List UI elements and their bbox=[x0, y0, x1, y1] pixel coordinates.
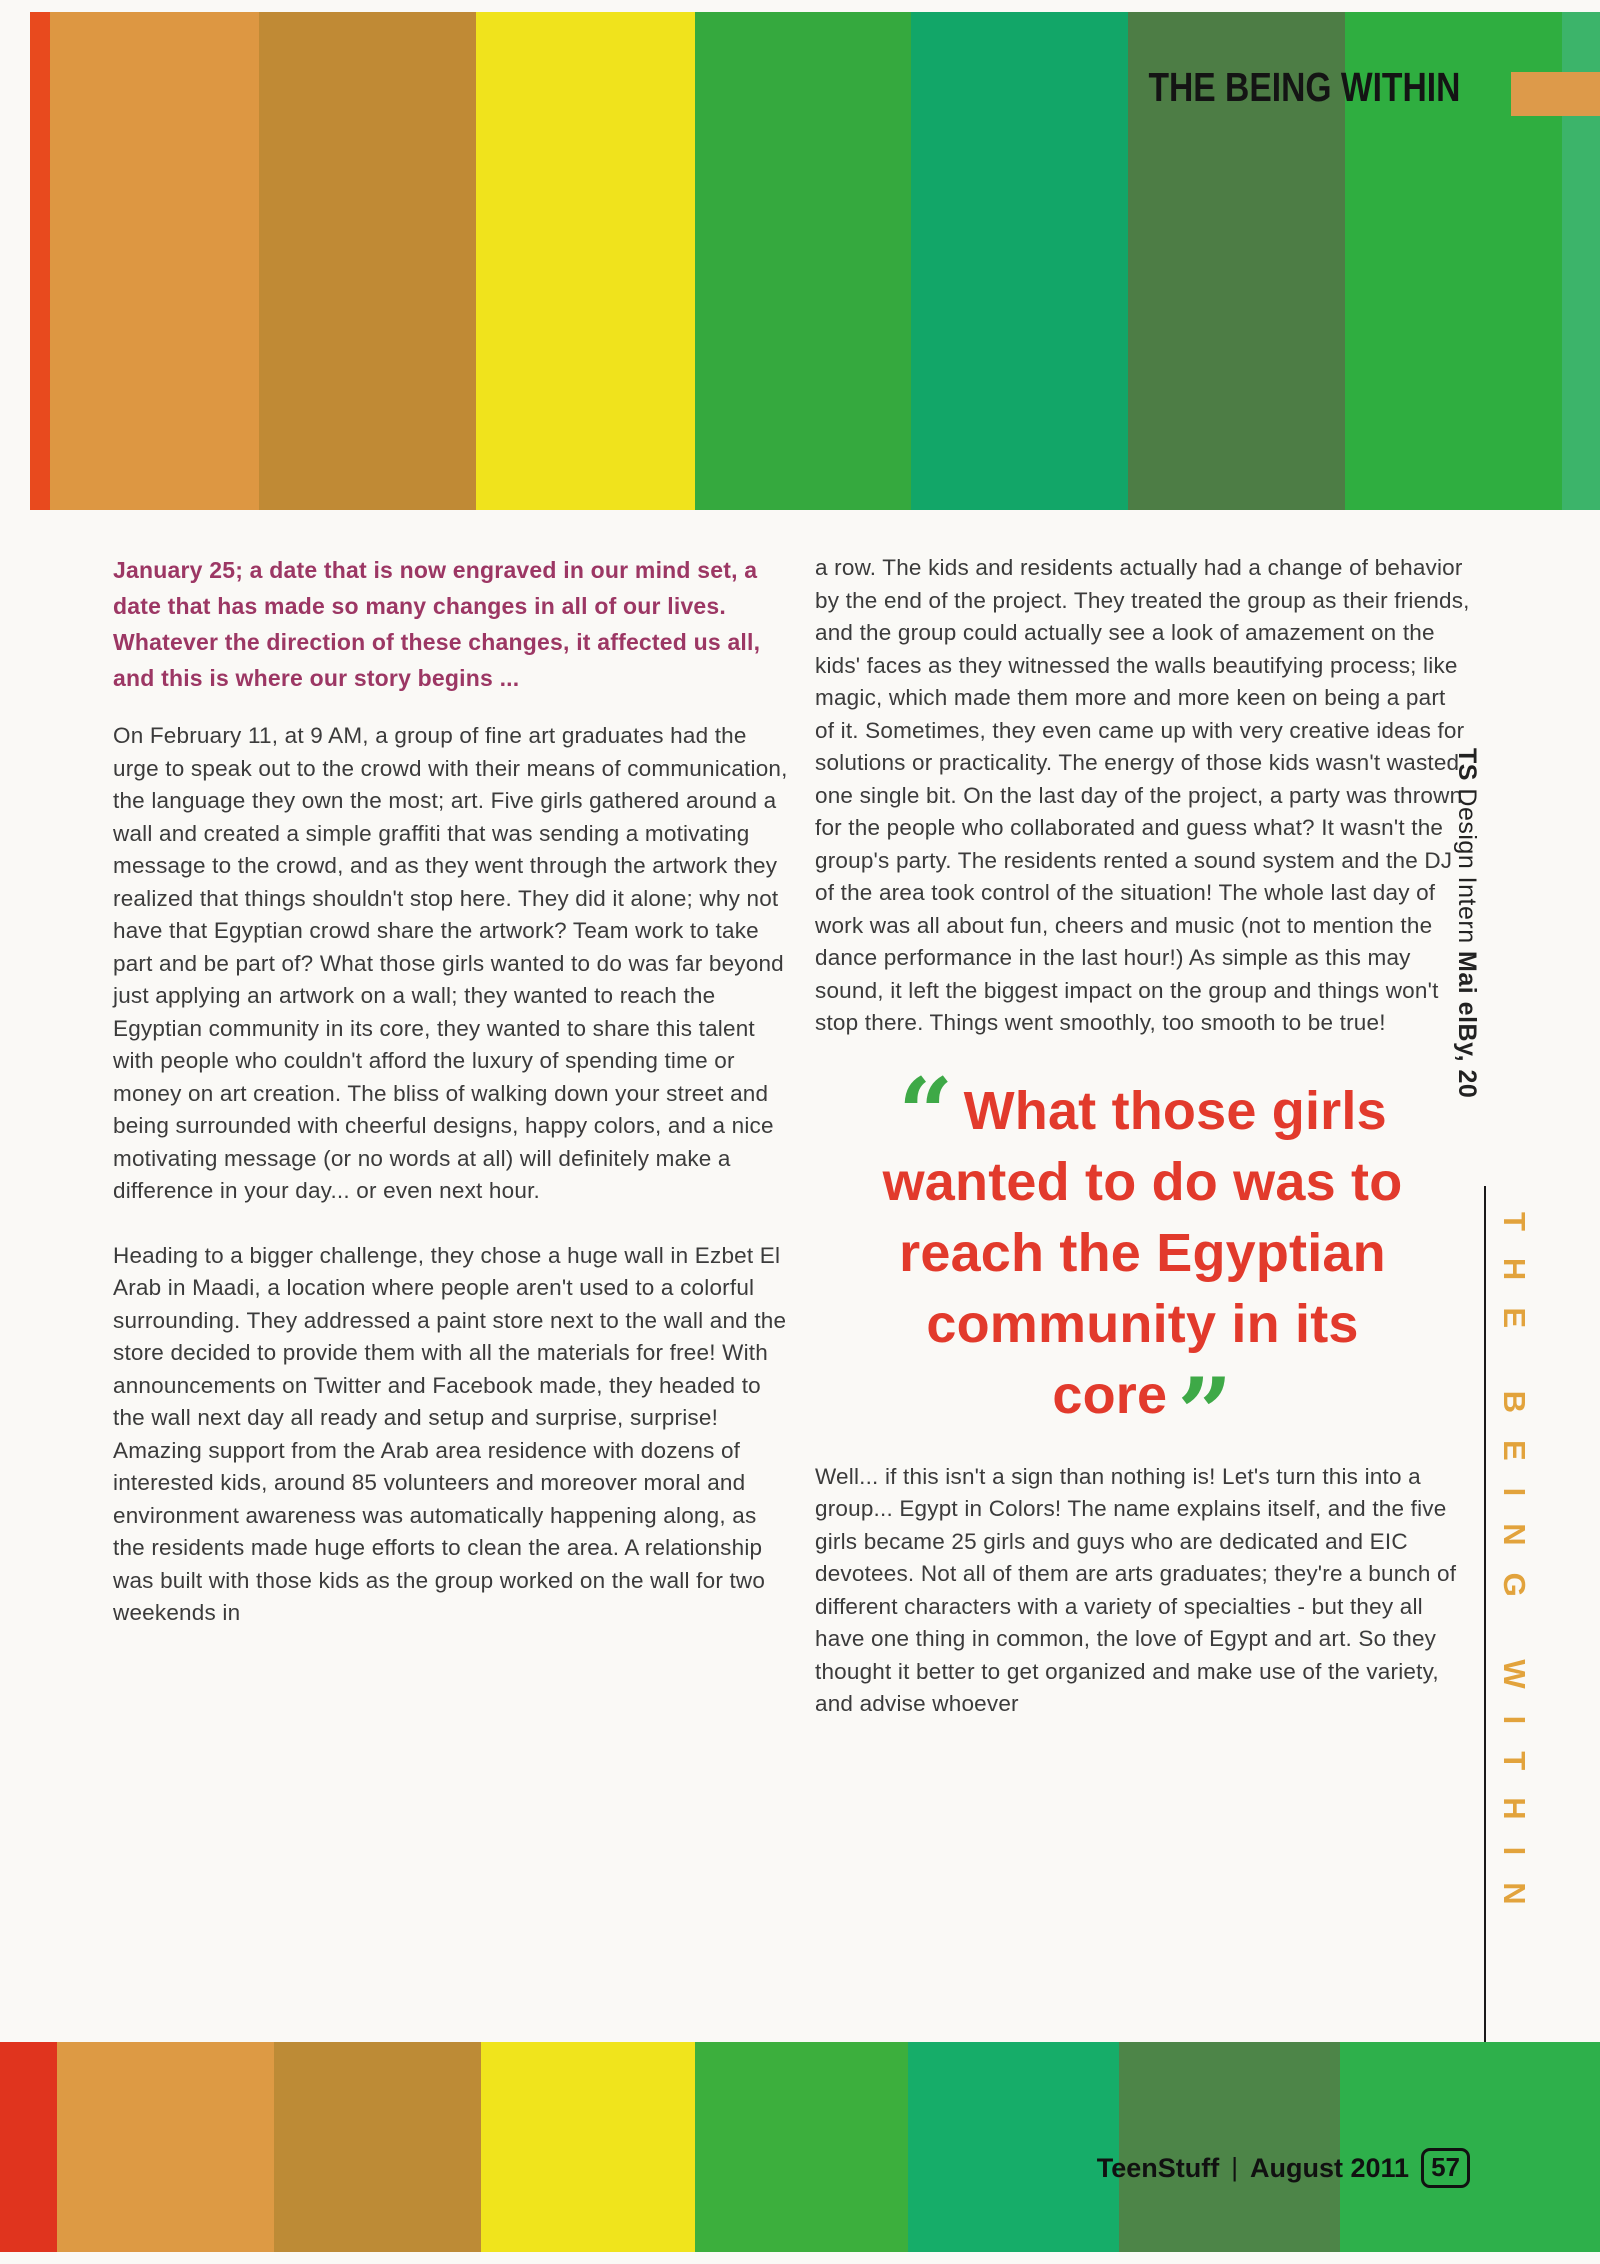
intro-paragraph: January 25; a date that is now engraved in our mind set, a date that has made so many changes in all of our lives. Whatever the direction of these changes, it affected us all, and this is where our story begins ... bbox=[113, 557, 761, 691]
top-stripe bbox=[695, 12, 911, 510]
footer-issue: August 2011 bbox=[1250, 2152, 1410, 2183]
page-edge-tab bbox=[1511, 72, 1600, 116]
page-number-badge: 57 bbox=[1421, 2148, 1470, 2188]
pull-quote-line: community in its bbox=[926, 1293, 1359, 1354]
article-paragraph: a row. The kids and residents actually had a change of behavior by the end of the project. They treated the group as their friends, and the group could actually see a look of amazement on the kids' faces as they witnessed the walls beautifying process; like magic, which made them more and more keen on being a part of it. Sometimes, they even came up with very creative ideas for solutions or practicality. The energy of those kids wasn't wasted one single bit. On the last day of the project, a party was thrown for the people who collaborated and guess what? It wasn't the group's party. The residents rented a sound system and the DJ of the area took control of the situation! The whole last day of work was all about fun, cheers and music (not to mention the dance performance in the last hour!) As simple as this may sound, it left the biggest impact on the group and things won't stop there. Things went smoothly, too smooth to be true! bbox=[815, 555, 1470, 1035]
top-stripe bbox=[911, 12, 1128, 510]
byline bbox=[1452, 748, 1481, 1208]
footer-separator: | bbox=[1231, 2151, 1239, 2182]
bottom-stripe bbox=[695, 2042, 908, 2252]
pull-quote-line: core bbox=[1052, 1364, 1168, 1425]
top-stripe bbox=[50, 12, 259, 510]
page-title: THE BEING WITHIN bbox=[1148, 64, 1460, 110]
byline-author: Mai elBy, 20 bbox=[1453, 951, 1481, 1099]
bottom-stripe bbox=[908, 2042, 1119, 2252]
article-paragraph: On February 11, at 9 AM, a group of fine art graduates had the urge to speak out to the crowd with their means of communication, the language they own the most; art. Five girls gathered around a wall and created a simple graffiti that was sending a motivating message to the crowd, and as they went through the artwork they realized that things shouldn't stop here. They did it alone; why not have that Egyptian crowd share the artwork? Team work to take part and be part of? What those girls wanted to do was far beyond just applying an artwork on a wall; they wanted to reach the Egyptian community in its core, they wanted to share this talent with people who couldn't afford the luxury of spending time or money on art creation. The bliss of walking down your street and being surrounded with cheerful designs, happy colors, and a nice motivating message (or no words at all) will definitely make a difference in your day... or even next hour. bbox=[113, 723, 788, 1203]
article-paragraph: Well... if this isn't a sign than nothing is! Let's turn this into a group... Egypt in Colors! The name explains itself, and the five girls became 25 girls and guys who are dedicated and EIC devotees. Not all of them are arts graduates; they're a bunch of different characters with a variety of specialties - but they all have one thing in common, the love of Egypt and art. So they thought it better to get organized and make use of the variety, and advise whoever bbox=[815, 1463, 1457, 1716]
top-stripe bbox=[30, 12, 50, 510]
pull-quote-line: wanted to do was to bbox=[882, 1151, 1403, 1212]
bottom-stripe bbox=[0, 2042, 57, 2252]
pull-quote-line: What those girls bbox=[963, 1080, 1387, 1141]
vertical-section-title: THE BEING WITHIN bbox=[1497, 1212, 1532, 1932]
right-column bbox=[815, 552, 1470, 1753]
byline-role: Design Intern bbox=[1453, 780, 1481, 952]
top-stripe bbox=[476, 12, 695, 510]
footer-magazine-name: TeenStuff bbox=[1096, 2152, 1220, 2183]
bottom-stripe bbox=[57, 2042, 274, 2252]
article-paragraph: Heading to a bigger challenge, they chose a huge wall in Ezbet El Arab in Maadi, a location where people aren't used to a colorful surrounding. They addressed a paint store next to the wall and the store decided to provide them with all the materials for free! With announcements on Twitter and Facebook made, they headed to the wall next day all ready and setup and surprise, surprise! Amazing support from the Arab area residence with dozens of interested kids, around 85 volunteers and moreover moral and environment awareness was automatically happening along, as the residents made huge efforts to clean the area. A relationship was built with those kids as the group worked on the wall for two weekends in bbox=[113, 1242, 787, 1625]
footer bbox=[1097, 2142, 1470, 2194]
pull-quote bbox=[815, 1056, 1470, 1470]
open-quote-icon: “ bbox=[898, 1056, 954, 1170]
top-stripe bbox=[259, 12, 476, 510]
byline-magazine-initials: TS bbox=[1453, 748, 1481, 781]
bottom-stripe bbox=[481, 2042, 695, 2252]
close-quote-icon: ” bbox=[1177, 1356, 1233, 1470]
pull-quote-line: reach the Egyptian bbox=[899, 1222, 1386, 1283]
bottom-stripe bbox=[274, 2042, 481, 2252]
sidebar-rule bbox=[1484, 1186, 1486, 2142]
left-column bbox=[113, 552, 790, 1662]
